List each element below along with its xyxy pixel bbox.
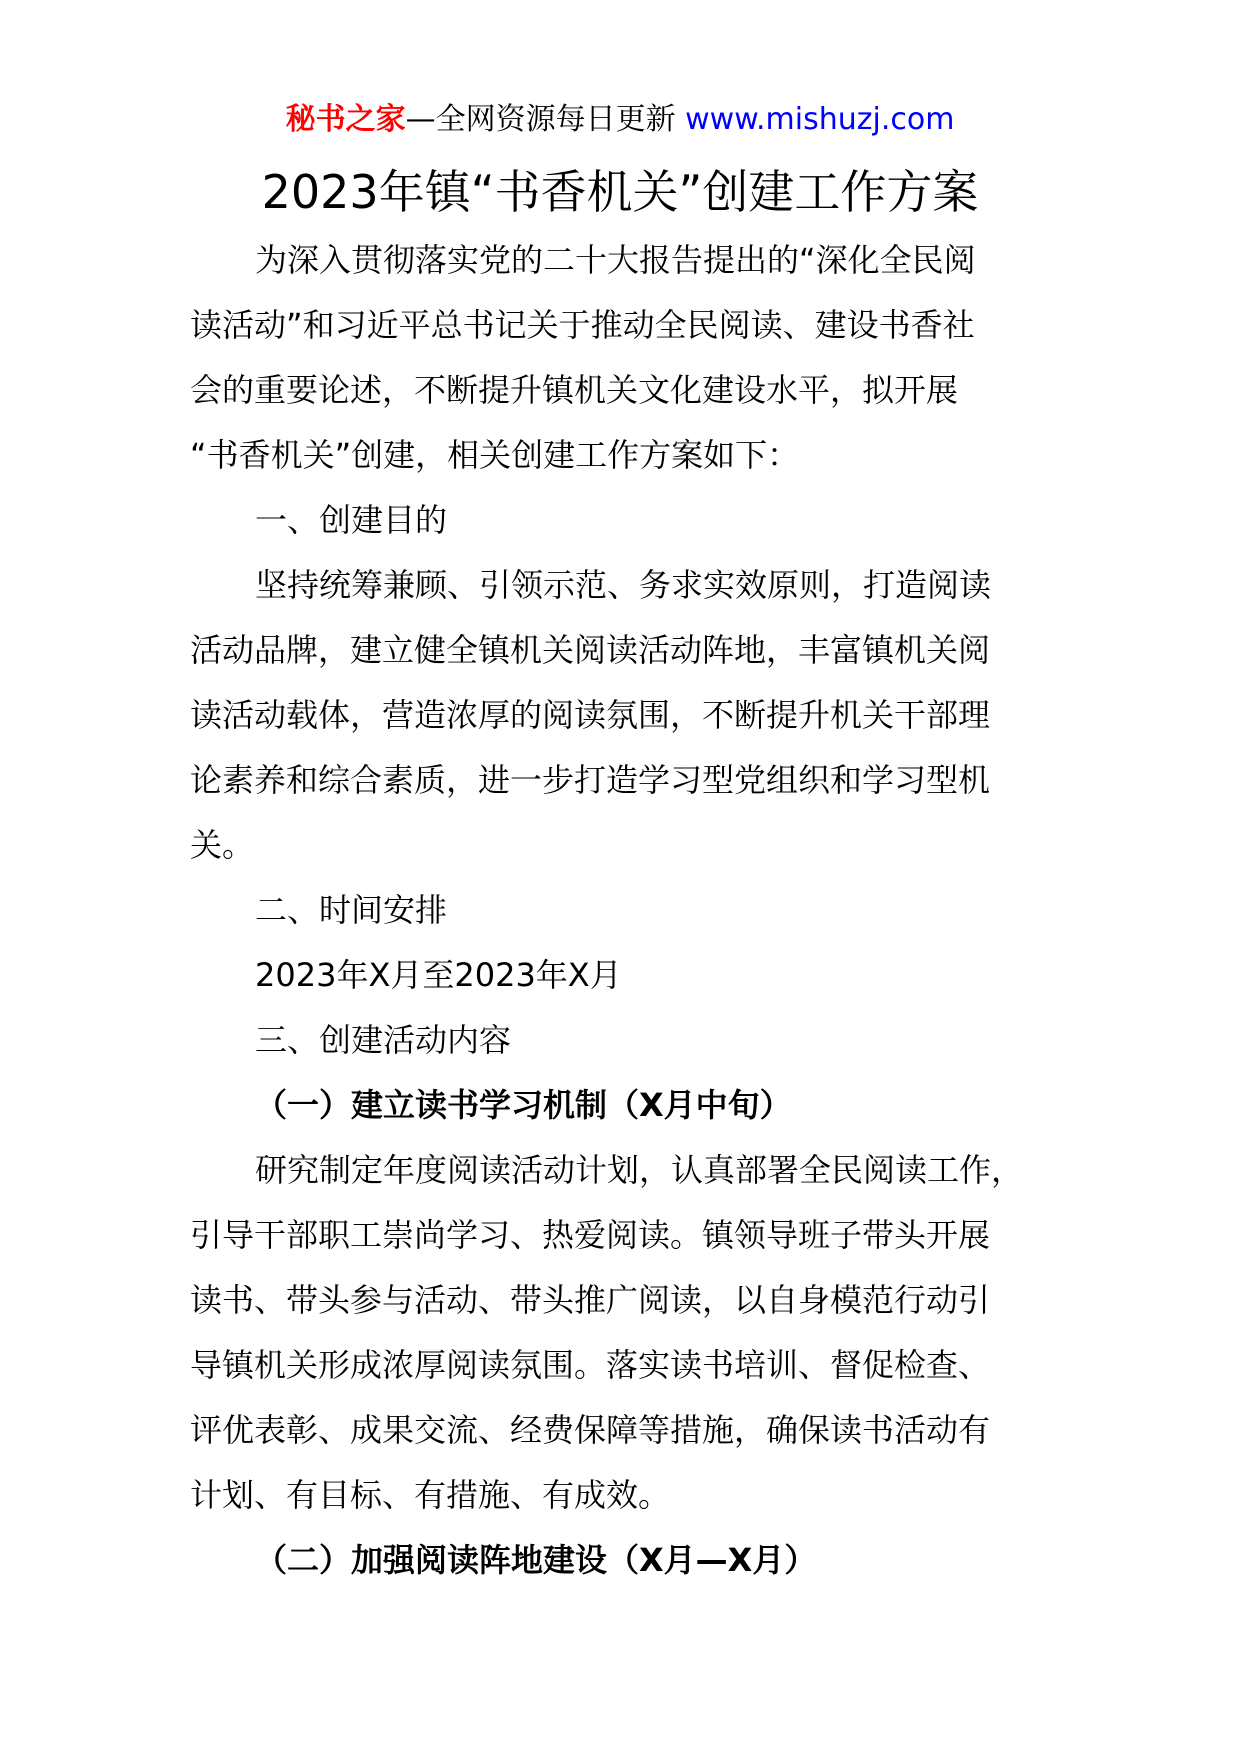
body-line: 为深入贯彻落实党的二十大报告提出的“深化全民阅 [255, 241, 976, 279]
body-line: 会的重要论述，不断提升镇机关文化建设水平，拟开展 [190, 371, 959, 409]
section-heading: 三、创建活动内容 [255, 1021, 512, 1059]
brand-name: 秘书之家 [285, 102, 406, 137]
body-line: 2023年X月至2023年X月 [255, 956, 622, 994]
body-line: 导镇机关形成浓厚阅读氛围。落实读书培训、督促检查、 [190, 1346, 991, 1384]
section-heading: 二、时间安排 [255, 891, 448, 929]
body-line: 引导干部职工崇尚学习、热爱阅读。镇领导班子带头开展 [190, 1216, 991, 1254]
subsection-heading: （一）建立读书学习机制（X月中旬） [255, 1086, 792, 1124]
watermark-header [0, 98, 1240, 142]
body-line: 论素养和综合素质，进一步打造学习型党组织和学习型机 [190, 761, 991, 799]
document-body [190, 228, 1070, 1593]
subsection-heading: （二）加强阅读阵地建设（X月—X月） [255, 1541, 817, 1579]
body-line: “书香机关”创建，相关创建工作方案如下： [190, 436, 800, 474]
document-title: 2023年镇“书香机关”创建工作方案 [261, 165, 979, 219]
body-line: 读活动载体，营造浓厚的阅读氛围，不断提升机关干部理 [190, 696, 991, 734]
body-line: 计划、有目标、有措施、有成效。 [190, 1476, 671, 1514]
body-line: 研究制定年度阅读活动计划，认真部署全民阅读工作， [255, 1151, 1024, 1189]
body-line: 坚持统筹兼顾、引领示范、务求实效原则，打造阅读 [255, 566, 992, 604]
body-line: 活动品牌，建立健全镇机关阅读活动阵地，丰富镇机关阅 [190, 631, 991, 669]
section-heading: 一、创建目的 [255, 501, 448, 539]
body-line: 评优表彰、成果交流、经费保障等措施，确保读书活动有 [190, 1411, 991, 1449]
header-slogan: —全网资源每日更新 [405, 102, 676, 137]
body-line: 读书、带头参与活动、带头推广阅读，以自身模范行动引 [190, 1281, 991, 1319]
site-url: www.mishuzj.com [685, 102, 955, 137]
body-line: 读活动”和习近平总书记关于推动全民阅读、建设书香社 [190, 306, 975, 344]
body-line: 关。 [190, 826, 255, 864]
